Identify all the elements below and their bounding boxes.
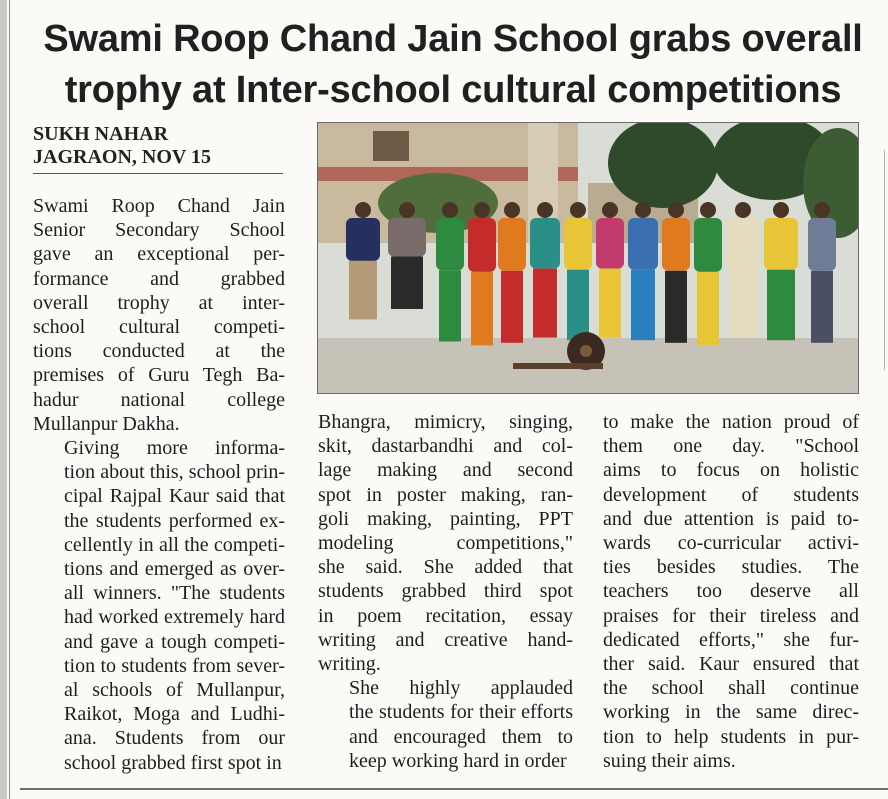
text-line: premises of Guru Tegh Ba- — [33, 364, 285, 387]
photo-person-torso — [388, 218, 426, 257]
text-line: Giving more informa- — [64, 437, 285, 460]
photo-person-head — [735, 202, 751, 218]
text-line: Swami Roop Chand Jain — [33, 195, 285, 217]
text-line: and encouraged them to — [349, 725, 573, 748]
photo-person-legs — [349, 261, 377, 320]
photo-spinning-wheel-base — [513, 363, 603, 369]
byline-source: SUKH NAHAR — [33, 123, 169, 145]
photo-person-legs — [665, 271, 687, 343]
text-line: lage making and second — [318, 459, 573, 482]
text-line: cellently in all the competi- — [64, 533, 285, 556]
dateline-divider — [33, 173, 283, 174]
photo-person-legs — [501, 271, 523, 343]
dateline — [33, 123, 293, 169]
text-line: teachers too deserve all — [603, 580, 859, 603]
photo-person-torso — [808, 218, 836, 271]
text-line: tion to students from sever- — [64, 654, 285, 677]
text-line: writing and creative hand- — [318, 628, 573, 651]
text-line: and gave a tough competi- — [64, 630, 285, 653]
text-line: Raikot, Moga and Ludhi- — [64, 703, 285, 726]
text-line: ther said. Kaur ensured that — [603, 653, 859, 676]
article-paragraph — [33, 194, 285, 436]
text-line: the school shall continue — [603, 677, 859, 700]
text-line: the students performed ex- — [64, 509, 285, 532]
photo-person-head — [602, 202, 618, 218]
text-line: hadur national college — [33, 388, 285, 411]
text-line: working in the same direc- — [603, 701, 859, 724]
photo-person-torso — [662, 218, 690, 271]
photo-person-head — [814, 202, 830, 218]
text-line: gave an exceptional per- — [33, 243, 285, 266]
text-line: Bhangra, mimicry, singing, — [318, 411, 573, 433]
photo-person-torso — [726, 218, 760, 269]
photo-person-head — [399, 202, 415, 218]
page-edge-line — [9, 0, 10, 799]
photo-window — [373, 131, 409, 161]
article-paragraph — [318, 410, 573, 676]
photo-person-torso — [468, 218, 496, 272]
text-line: overall trophy at inter- — [33, 291, 285, 314]
text-line: suing their aims. — [603, 749, 736, 772]
article-paragraph — [603, 410, 859, 773]
article-column-3 — [603, 410, 859, 773]
article-photo — [317, 122, 859, 394]
text-line: them one day. "School — [603, 435, 859, 458]
photo-spinning-wheel-hub — [580, 345, 592, 357]
headline — [28, 14, 878, 116]
photo-person-legs — [439, 270, 461, 341]
photo-person-head — [668, 202, 684, 218]
text-line: cipal Rajpal Kaur said that — [64, 485, 285, 508]
text-line: She highly applauded — [349, 677, 573, 700]
photo-person-torso — [530, 218, 560, 269]
photo-person-legs — [567, 270, 589, 341]
page-bottom-rule — [20, 788, 888, 790]
text-line: Mullanpur Dakha. — [33, 412, 180, 435]
text-line: aims to focus on holistic — [603, 459, 859, 482]
text-line: tions and emerged as over- — [64, 558, 285, 581]
text-line: the students for their efforts — [349, 701, 573, 724]
text-line: Senior Secondary School — [33, 219, 285, 242]
article-paragraph — [33, 436, 285, 775]
text-line: keep working hard in order — [349, 749, 567, 772]
photo-person-head — [355, 202, 371, 218]
text-line: to make the nation proud of — [603, 411, 859, 433]
photo-person-head — [635, 202, 651, 218]
group-photo-illustration — [318, 123, 858, 393]
text-line: ana. Students from our — [64, 727, 285, 750]
text-line: tions conducted at the — [33, 340, 285, 363]
text-line: skit, dastarbandhi and col- — [318, 435, 573, 458]
text-line: spot in poster making, ran- — [318, 483, 573, 506]
text-line: ties besides studies. The — [603, 556, 859, 579]
headline-line-2: trophy at Inter-school cultural competitions — [64, 69, 842, 111]
photo-person-legs — [697, 272, 719, 346]
text-line: had worked extremely hard — [64, 606, 285, 629]
article-column-2 — [318, 410, 573, 773]
text-line: development of students — [603, 483, 859, 506]
text-line: modeling competitions," — [318, 532, 573, 555]
photo-person-legs — [533, 269, 557, 338]
text-line: goli making, painting, PPT — [318, 507, 573, 530]
photo-person-legs — [767, 270, 795, 341]
photo-person-head — [537, 202, 553, 218]
photo-person-torso — [596, 218, 624, 269]
text-line: tion to help students in pur- — [603, 725, 859, 748]
photo-person-torso — [346, 218, 380, 261]
column-rule-right — [884, 150, 885, 370]
photo-person-torso — [498, 218, 526, 271]
text-line: al schools of Mullanpur, — [64, 679, 285, 702]
photo-person-legs — [471, 272, 493, 346]
dateline-place-date: JAGRAON, NOV 15 — [33, 146, 211, 168]
article-paragraph — [318, 676, 573, 773]
article-column-1 — [33, 194, 285, 775]
text-line: school grabbed first spot in — [64, 751, 282, 774]
photo-person-torso — [564, 218, 592, 270]
photo-person-legs — [631, 270, 655, 341]
text-line: students grabbed third spot — [318, 580, 573, 603]
photo-person-torso — [764, 218, 798, 270]
text-line: in poem recitation, essay — [318, 604, 573, 627]
photo-person-legs — [391, 257, 423, 310]
text-line: dedicated efforts," she fur- — [603, 628, 859, 651]
text-line: she said. She added that — [318, 556, 573, 579]
text-line: and due attention is paid to- — [603, 507, 859, 530]
text-line: writing. — [318, 653, 381, 676]
photo-person-legs — [729, 269, 757, 338]
page-edge-shade — [0, 0, 7, 799]
text-line: all winners. "The students — [64, 582, 285, 605]
photo-person-head — [504, 202, 520, 218]
text-line: formance and grabbed — [33, 267, 285, 290]
photo-person-torso — [436, 218, 464, 270]
photo-person-head — [474, 202, 490, 218]
text-line: praises for their tireless and — [603, 604, 859, 627]
text-line: wards co-curricular activi- — [603, 532, 859, 555]
photo-person-head — [570, 202, 586, 218]
photo-person-head — [700, 202, 716, 218]
photo-person-legs — [811, 271, 833, 343]
text-line: tion about this, school prin- — [64, 461, 285, 484]
photo-person-torso — [694, 218, 722, 272]
text-line: school cultural competi- — [33, 316, 285, 339]
headline-line-1: Swami Roop Chand Jain School grabs overall — [43, 18, 863, 60]
photo-person-head — [442, 202, 458, 218]
photo-person-legs — [599, 269, 621, 338]
photo-person-head — [773, 202, 789, 218]
photo-person-torso — [628, 218, 658, 270]
